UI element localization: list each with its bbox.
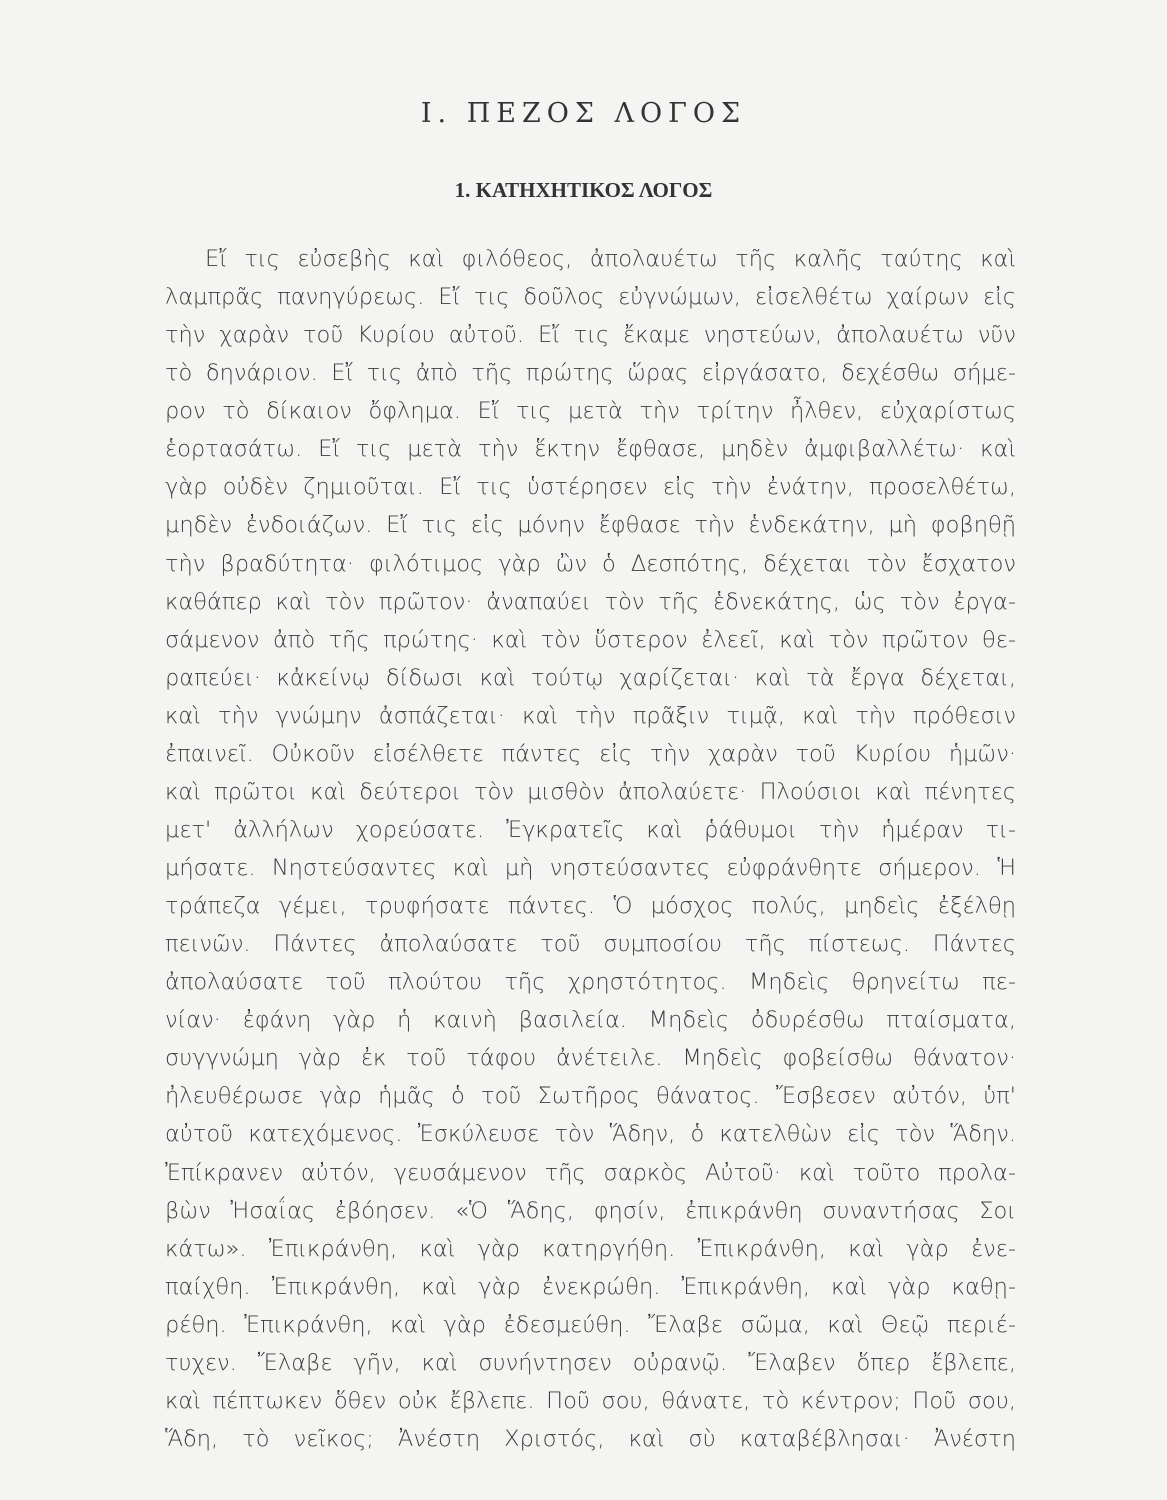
text-line: παίχθη. Ἐπικράνθη, καὶ γὰρ ἐνεκρώθη. Ἐπικράνθη, καὶ γὰρ καθῃ- — [165, 1273, 1016, 1300]
text-line: μετ' ἀλλήλων χορεύσατε. Ἐγκρατεῖς καὶ ῥάθυμοι τὴν ἡμέραν τι- — [165, 816, 1016, 843]
text-line: κάτω». Ἐπικράνθη, καὶ γὰρ κατηργήθη. Ἐπικράνθη, καὶ γὰρ ἐνε- — [165, 1235, 1016, 1262]
text-line: ἠλευθέρωσε γὰρ ἡμᾶς ὁ τοῦ Σωτῆρος θάνατος. Ἔσβεσεν αὐτόν, ὑπ' — [165, 1083, 1016, 1110]
text-line: ἑορτασάτω. Εἴ τις μετὰ τὴν ἕκτην ἔφθασε, μηδὲν ἀμφιβαλλέτω· καὶ — [165, 436, 1016, 463]
text-line: αὐτοῦ κατεχόμενος. Ἐσκύλευσε τὸν Ἅδην, ὁ κατελθὼν εἰς τὸν Ἅδην. — [165, 1121, 1016, 1148]
text-line: πεινῶν. Πάντες ἀπολαύσατε τοῦ συμποσίου τῆς πίστεως. Πάντες — [165, 931, 1016, 958]
text-line: Ἅδη, τὸ νεῖκος; Ἀνέστη Χριστός, καὶ σὺ καταβέβλησαι· Ἀνέστη — [165, 1425, 1016, 1452]
text-line: τὸ δηνάριον. Εἴ τις ἀπὸ τῆς πρώτης ὥρας εἰργάσατο, δεχέσθω σήμε- — [165, 360, 1016, 387]
text-line: τὴν χαρὰν τοῦ Κυρίου αὐτοῦ. Εἴ τις ἔκαμε νηστεύων, ἀπολαυέτω νῦν — [165, 322, 1016, 349]
text-line: τυχεν. Ἔλαβε γῆν, καὶ συνήντησεν οὐρανῷ. Ἔλαβεν ὅπερ ἔβλεπε, — [165, 1349, 1016, 1376]
text-line: τὴν βραδύτητα· φιλότιμος γὰρ ὢν ὁ Δεσπότης, δέχεται τὸν ἔσχατον — [165, 550, 1016, 577]
text-line: ρον τὸ δίκαιον ὄφλημα. Εἴ τις μετὰ τὴν τρίτην ἦλθεν, εὐχαρίστως — [165, 398, 1016, 425]
text-line: νίαν· ἐφάνη γὰρ ἡ καινὴ βασιλεία. Μηδεὶς ὀδυρέσθω πταίσματα, — [165, 1007, 1016, 1034]
text-line: σάμενον ἀπὸ τῆς πρώτης· καὶ τὸν ὕστερον ἐλεεῖ, καὶ τὸν πρῶτον θε- — [165, 626, 1016, 653]
text-line: Εἴ τις εὐσεβὴς καὶ φιλόθεος, ἀπολαυέτω τῆς καλῆς ταύτης καὶ — [205, 246, 1016, 272]
text-line: γὰρ οὐδὲν ζημιοῦται. Εἴ τις ὑστέρησεν εἰς τὴν ἐνάτην, προσελθέτω, — [165, 474, 1016, 501]
text-line: ραπεύει· κἀκείνῳ δίδωσι καὶ τούτῳ χαρίζεται· καὶ τὰ ἔργα δέχεται, — [165, 664, 1016, 691]
chapter-heading: 1. ΚΑΤΗΧΗΤΙΚΟΣ ΛΟΓΟΣ — [454, 178, 713, 202]
text-line: συγγνώμη γὰρ ἐκ τοῦ τάφου ἀνέτειλε. Μηδεὶς φοβείσθω θάνατον· — [165, 1045, 1016, 1072]
text-line: μήσατε. Νηστεύσαντες καὶ μὴ νηστεύσαντες εὐφράνθητε σήμερον. Ἡ — [165, 855, 1016, 881]
text-line: καθάπερ καὶ τὸν πρῶτον· ἀναπαύει τὸν τῆς ἑδνεκάτης, ὡς τὸν ἐργα- — [165, 588, 1016, 615]
text-line: μηδὲν ἐνδοιάζων. Εἴ τις εἰς μόνην ἔφθασε τὴν ἑνδεκάτην, μὴ φοβηθῇ — [165, 512, 1016, 539]
text-line: ἀπολαύσατε τοῦ πλούτου τῆς χρηστότητος. Μηδεὶς θρηνείτω πε- — [165, 969, 1016, 996]
text-line: τράπεζα γέμει, τρυφήσατε πάντες. Ὁ μόσχος πολύς, μηδεὶς ἐξέλθῃ — [165, 893, 1016, 920]
text-line: καὶ πρῶτοι καὶ δεύτεροι τὸν μισθὸν ἀπολαύετε· Πλούσιοι καὶ πένητες — [165, 778, 1016, 805]
text-line: ἐπαινεῖ. Οὐκοῦν εἰσέλθετε πάντες εἰς τὴν χαρὰν τοῦ Κυρίου ἡμῶν· — [165, 740, 1016, 767]
text-line: βὼν Ἠσαΐας ἐβόησεν. «Ὁ Ἅδης, φησίν, ἐπικράνθη συναντήσας Σοι — [165, 1197, 1016, 1224]
text-line: λαμπρᾶς πανηγύρεως. Εἴ τις δοῦλος εὐγνώμων, εἰσελθέτω χαίρων εἰς — [165, 284, 1016, 311]
text-line: ρέθη. Ἐπικράνθη, καὶ γὰρ ἐδεσμεύθη. Ἔλαβε σῶμα, καὶ Θεῷ περιέ- — [165, 1311, 1016, 1338]
section-title: I. ΠΕΖΟΣ ΛΟΓΟΣ — [420, 98, 747, 129]
text-line: καὶ τὴν γνώμην ἀσπάζεται· καὶ τὴν πρᾶξιν τιμᾷ, καὶ τὴν πρόθεσιν — [165, 702, 1016, 729]
body-text — [165, 240, 1016, 1458]
text-line: καὶ πέπτωκεν ὅθεν οὐκ ἔβλεπε. Ποῦ σου, θάνατε, τὸ κέντρον; Ποῦ σου, — [165, 1387, 1016, 1414]
text-line: Ἐπίκρανεν αὐτόν, γευσάμενον τῆς σαρκὸς Αὐτοῦ· καὶ τοῦτο προλα- — [165, 1159, 1016, 1186]
